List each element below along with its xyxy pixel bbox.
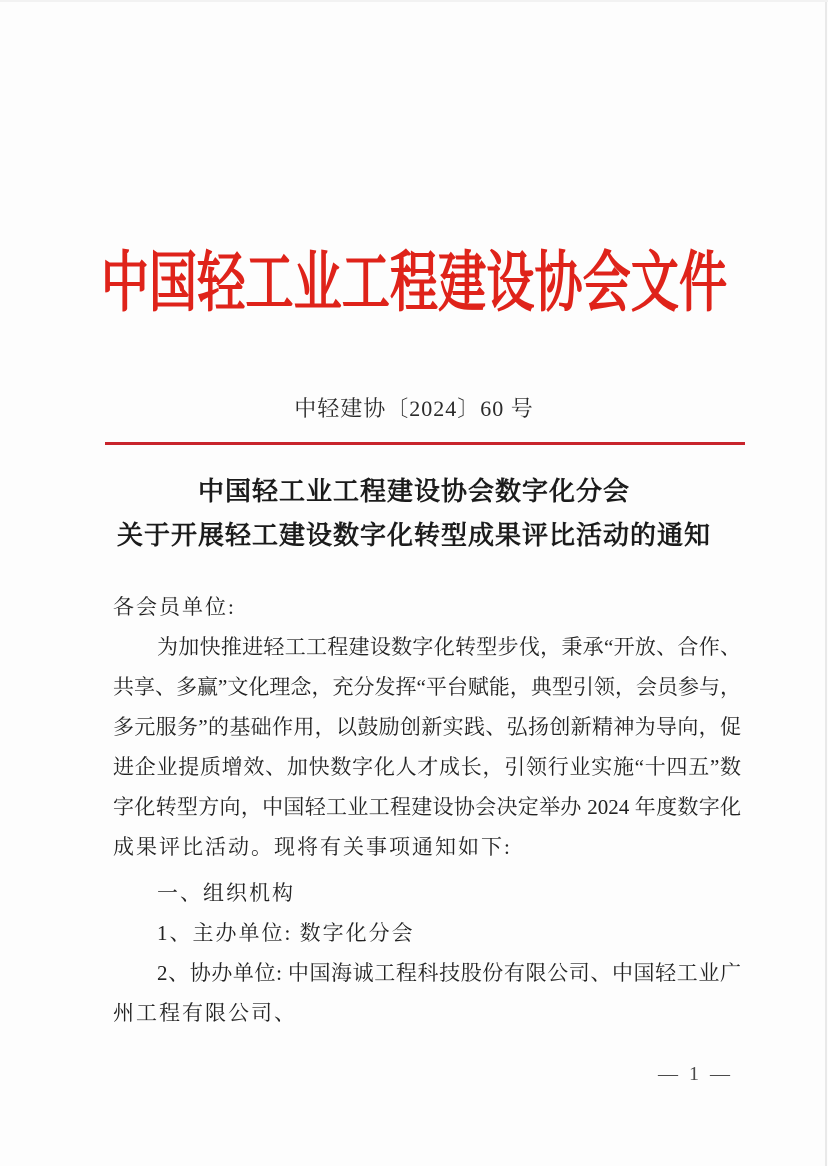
document-number: 中轻建协〔2024〕60 号 [294, 396, 534, 421]
paragraph-line: 共享、多赢”文化理念，充分发挥“平台赋能，典型引领，会员参与， [113, 675, 741, 699]
letterhead-title: 中国轻工业工程建设协会文件 [100, 247, 728, 320]
letterhead-banner [0, 248, 828, 320]
paragraph-line: 成果评比活动。现将有关事项通知如下: [113, 835, 512, 859]
paragraph-line: 多元服务”的基础作用，以鼓励创新实践、弘扬创新精神为导向，促 [113, 715, 741, 739]
section-heading-organization: 一、组织机构 [157, 881, 295, 905]
notice-title-line1: 中国轻工业工程建设协会数字化分会 [197, 477, 630, 506]
notice-title [0, 470, 828, 558]
list-item-host-unit: 1、主办单位: 数字化分会 [157, 921, 415, 945]
document-body [113, 587, 741, 1033]
list-item-co-organizer-continued: 州工程有限公司、 [113, 1001, 297, 1025]
notice-title-line2: 关于开展轻工建设数字化转型成果评比活动的通知 [116, 521, 711, 550]
page-number: — 1 — [658, 1063, 733, 1085]
paragraph-line: 字化转型方向，中国轻工业工程建设协会决定举办 2024 年度数字化 [113, 795, 741, 819]
list-item-co-organizer: 2、协办单位: 中国海诚工程科技股份有限公司、中国轻工业广 [157, 961, 741, 985]
paragraph-line: 为加快推进轻工工程建设数字化转型步伐，秉承“开放、合作、 [157, 635, 741, 659]
red-divider-line [105, 442, 745, 445]
paragraph-line: 进企业提质增效、加快数字化人才成长，引领行业实施“十四五”数 [113, 755, 741, 779]
salutation: 各会员单位: [113, 595, 236, 619]
